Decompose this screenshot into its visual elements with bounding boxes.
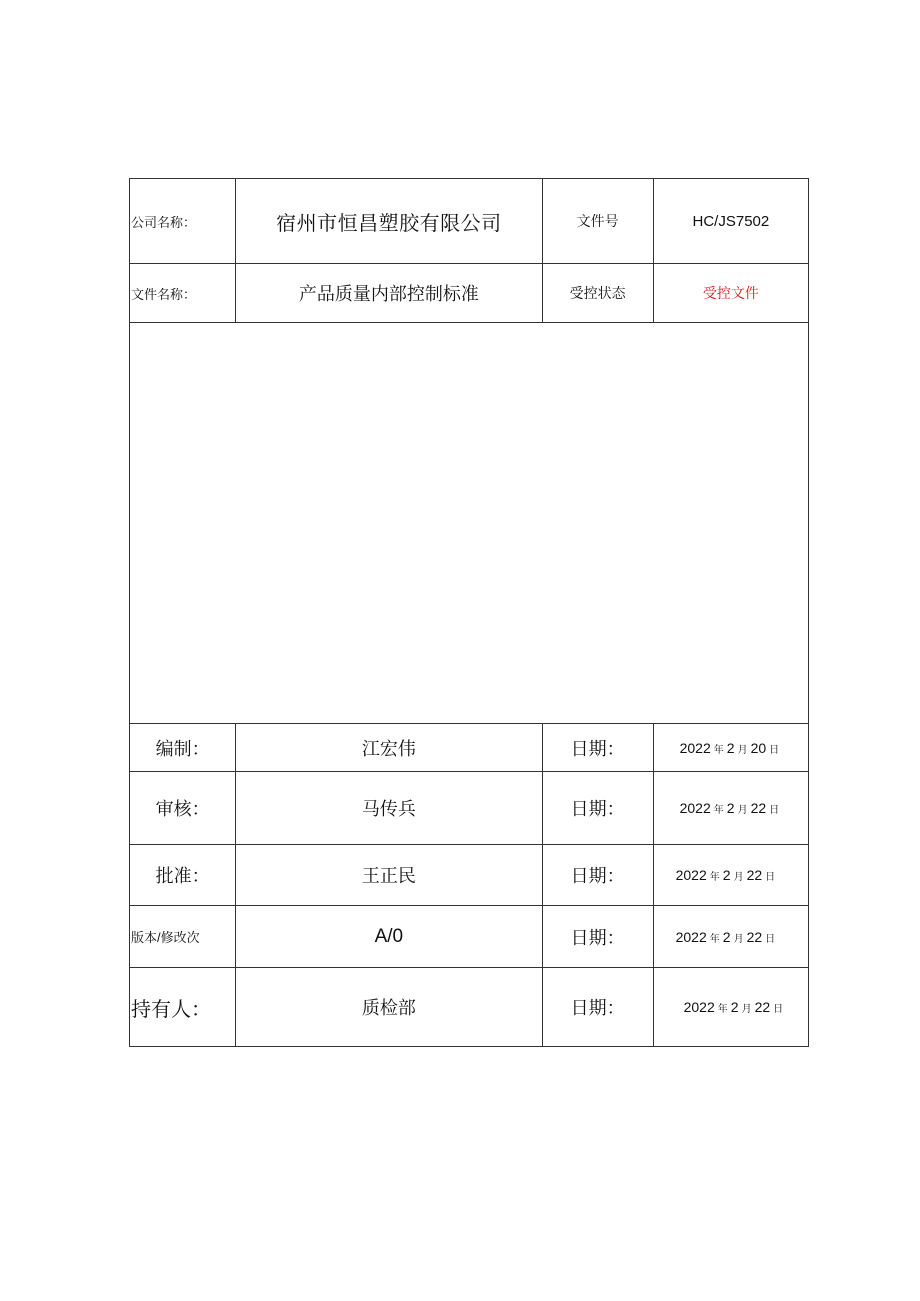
date-year: 2022 (675, 867, 707, 883)
signoff-row (130, 724, 809, 772)
signoff-date (653, 906, 808, 968)
date-day: 22 (754, 999, 771, 1015)
date-month: 2 (726, 800, 735, 816)
signoff-label: 批准： (130, 845, 236, 906)
date-day: 22 (746, 867, 763, 883)
date-month-unit: 月 (737, 805, 748, 816)
doc-no-value: HC/JS7502 (653, 179, 808, 264)
signoff-label: 编制： (130, 724, 236, 772)
date-month-unit: 月 (733, 933, 744, 945)
doc-name-row (130, 264, 809, 323)
date-month-unit: 月 (741, 1004, 752, 1015)
signoff-label: 持有人： (130, 968, 236, 1047)
signoff-name: 质检部 (236, 968, 542, 1047)
signoff-row (130, 906, 809, 968)
signoff-name: 马传兵 (236, 772, 542, 845)
date-year-unit: 年 (709, 933, 720, 945)
date-year: 2022 (679, 739, 711, 756)
company-row (130, 179, 809, 264)
date-day: 20 (750, 739, 767, 756)
signoff-date (653, 772, 808, 845)
date-day: 22 (750, 800, 767, 816)
signoff-row (130, 845, 809, 906)
signoff-name: A/0 (236, 906, 542, 968)
document-control-table (129, 178, 809, 1047)
blank-content-row (130, 323, 809, 724)
signoff-date-label: 日期： (542, 772, 653, 845)
signoff-date (653, 724, 808, 772)
signoff-name: 江宏伟 (236, 724, 542, 772)
date-month: 2 (722, 867, 731, 883)
blank-content-area (130, 323, 809, 724)
signoff-date-label: 日期： (542, 724, 653, 772)
date-day-unit: 日 (765, 872, 776, 883)
status-label: 受控状态 (542, 264, 653, 323)
date-year-unit: 年 (717, 1004, 728, 1015)
date-month: 2 (726, 739, 735, 756)
date-month-unit: 月 (733, 872, 744, 883)
signoff-date (653, 845, 808, 906)
signoff-date (653, 968, 808, 1047)
date-month: 2 (730, 999, 739, 1015)
date-day-unit: 日 (769, 744, 780, 756)
doc-name-value: 产品质量内部控制标准 (236, 264, 542, 323)
signoff-date-label: 日期： (542, 845, 653, 906)
date-month-unit: 月 (737, 744, 748, 756)
company-label: 公司名称： (130, 179, 236, 264)
date-day: 22 (746, 928, 763, 945)
signoff-name: 王正民 (236, 845, 542, 906)
status-value: 受控文件 (653, 264, 808, 323)
signoff-label: 审核： (130, 772, 236, 845)
date-day-unit: 日 (773, 1004, 784, 1015)
signoff-row (130, 968, 809, 1047)
date-day-unit: 日 (769, 805, 780, 816)
date-year: 2022 (675, 928, 707, 945)
signoff-date-label: 日期： (542, 906, 653, 968)
date-day-unit: 日 (765, 933, 776, 945)
date-month: 2 (722, 928, 731, 945)
signoff-label: 版本/修改次 (130, 906, 236, 968)
date-year-unit: 年 (713, 744, 724, 756)
signoff-date-label: 日期： (542, 968, 653, 1047)
doc-no-label: 文件号 (542, 179, 653, 264)
signoff-row (130, 772, 809, 845)
date-year-unit: 年 (713, 805, 724, 816)
date-year-unit: 年 (709, 872, 720, 883)
date-year: 2022 (683, 999, 715, 1015)
doc-name-label: 文件名称： (130, 264, 236, 323)
date-year: 2022 (679, 800, 711, 816)
company-name: 宿州市恒昌塑胶有限公司 (236, 179, 542, 264)
